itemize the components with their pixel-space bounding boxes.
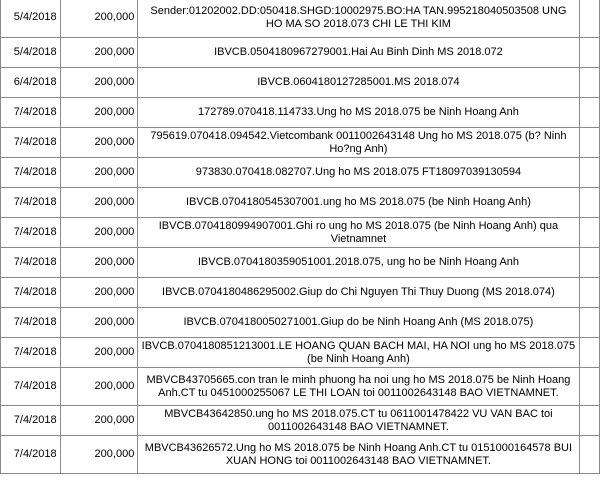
table-row [1,128,600,158]
date-cell: 7/4/2018 [1,98,61,128]
table-row [1,98,600,128]
description-cell: IBVCB.0704180851213001.LE HOANG QUAN BACH MAI, HA NOI ung ho MS 2018.075 (be Ninh Hoang Anh) [138,338,579,368]
amount-cell: 200,000 [60,98,138,128]
description-cell: MBVCB43626572.Ung ho MS 2018.075 be Ninh Hoang Anh.CT tu 0151000164578 BUI XUAN HONG toi 0011002643148 BAO VIETNAMNET. [138,436,579,474]
table-row [1,308,600,338]
blank-cell [579,406,599,436]
description-cell: 795619.070418.094542.Vietcombank 0011002643148 Ung ho MS 2018.075 (b? Ninh Ho?ng Anh) [138,128,579,158]
table-row [1,278,600,308]
amount-cell: 200,000 [60,128,138,158]
date-cell: 5/4/2018 [1,0,61,38]
date-cell: 7/4/2018 [1,218,61,248]
table-row [1,0,600,38]
amount-cell: 200,000 [60,308,138,338]
amount-cell: 200,000 [60,436,138,474]
blank-cell [579,128,599,158]
date-cell: 7/4/2018 [1,248,61,278]
date-cell: 7/4/2018 [1,278,61,308]
table-row [1,68,600,98]
table-row [1,406,600,436]
blank-cell [579,338,599,368]
date-cell: 7/4/2018 [1,158,61,188]
amount-cell: 200,000 [60,406,138,436]
date-cell: 7/4/2018 [1,128,61,158]
blank-cell [579,188,599,218]
blank-cell [579,436,599,474]
blank-cell [579,278,599,308]
description-cell: 973830.070418.082707.Ung ho MS 2018.075 FT18097039130594 [138,158,579,188]
table-row [1,338,600,368]
date-cell: 7/4/2018 [1,406,61,436]
amount-cell: 200,000 [60,0,138,38]
blank-cell [579,38,599,68]
blank-cell [579,248,599,278]
table-row [1,436,600,474]
blank-cell [579,158,599,188]
amount-cell: 200,000 [60,248,138,278]
date-cell: 7/4/2018 [1,436,61,474]
table-row [1,218,600,248]
description-cell: MBVCB43642850.ung ho MS 2018.075.CT tu 0611001478422 VU VAN BAC toi 0011002643148 BAO VIETNAMNET. [138,406,579,436]
description-cell: IBVCB.0704180359051001.2018.075, ung ho be Ninh Hoang Anh [138,248,579,278]
amount-cell: 200,000 [60,38,138,68]
amount-cell: 200,000 [60,188,138,218]
amount-cell: 200,000 [60,68,138,98]
blank-cell [579,98,599,128]
description-cell: Sender:01202002.DD:050418.SHGD:10002975.BO:HA TAN.995218040503508 UNG HO MA SO 2018.073 CHI LE THI KIM [138,0,579,38]
description-cell: IBVCB.0504180967279001.Hai Au Binh Dinh MS 2018.072 [138,38,579,68]
amount-cell: 200,000 [60,218,138,248]
description-cell: IBVCB.0604180127285001.MS 2018.074 [138,68,579,98]
date-cell: 7/4/2018 [1,188,61,218]
description-cell: IBVCB.0704180050271001.Giup do be Ninh Hoang Anh (MS 2018.075) [138,308,579,338]
amount-cell: 200,000 [60,338,138,368]
date-cell: 7/4/2018 [1,338,61,368]
description-cell: IBVCB.0704180486295002.Giup do Chi Nguyen Thi Thuy Duong (MS 2018.074) [138,278,579,308]
description-cell: IBVCB.0704180545307001.ung ho MS 2018.075 (be Ninh Hoang Anh) [138,188,579,218]
blank-cell [579,68,599,98]
blank-cell [579,0,599,38]
blank-cell [579,368,599,406]
table-row [1,38,600,68]
date-cell: 7/4/2018 [1,368,61,406]
amount-cell: 200,000 [60,368,138,406]
blank-cell [579,218,599,248]
table-row [1,158,600,188]
description-cell: IBVCB.0704180994907001.Ghi ro ung ho MS 2018.075 (be Ninh Hoang Anh) qua Vietnamnet [138,218,579,248]
blank-cell [579,308,599,338]
date-cell: 5/4/2018 [1,38,61,68]
description-cell: 172789.070418.114733.Ung ho MS 2018.075 be Ninh Hoang Anh [138,98,579,128]
date-cell: 7/4/2018 [1,308,61,338]
table-row [1,188,600,218]
table-row [1,248,600,278]
amount-cell: 200,000 [60,158,138,188]
amount-cell: 200,000 [60,278,138,308]
table-row [1,368,600,406]
date-cell: 6/4/2018 [1,68,61,98]
description-cell: MBVCB43705665.con tran le minh phuong ha noi ung ho MS 2018.075 be Ninh Hoang Anh.CT tu 0451000255067 LE THI LOAN toi 0011002643148 BAO VIETNAMNET. [138,368,579,406]
